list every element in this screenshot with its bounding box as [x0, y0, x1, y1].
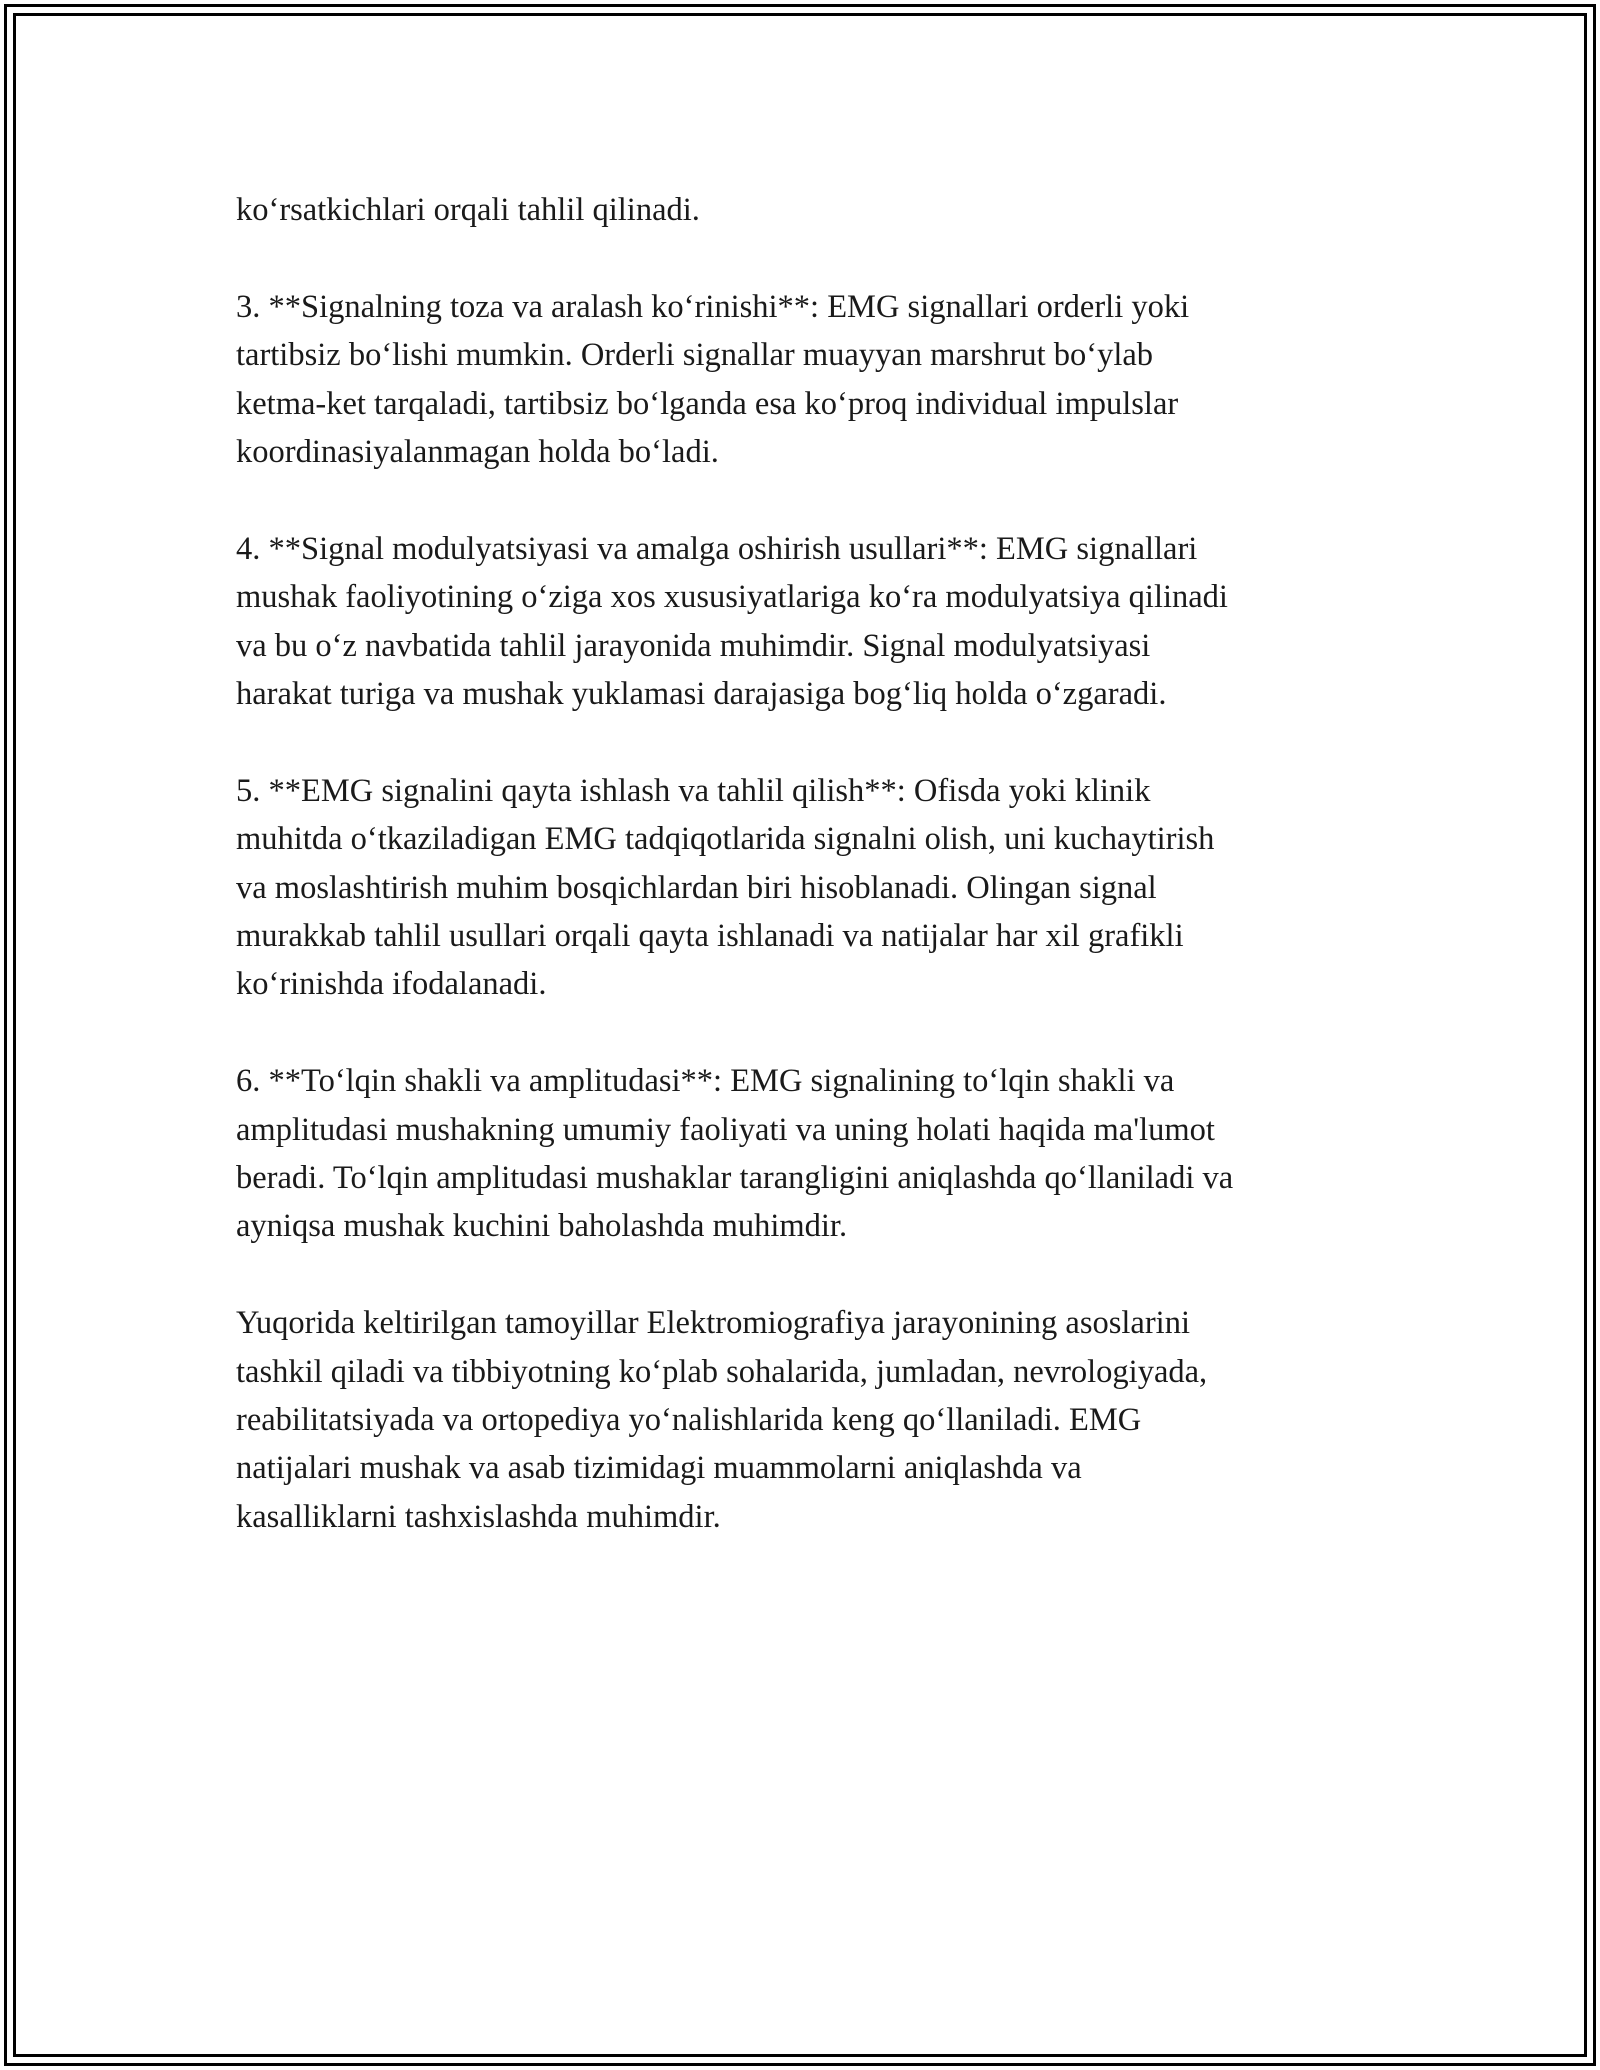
text-line: 5. **EMG signalini qayta ishlash va tahlil qilish**: Ofisda yoki klinik — [236, 772, 1151, 809]
text-line: ko‘rsatkichlari orqali tahlil qilinadi. — [236, 192, 700, 228]
document-body — [236, 186, 1386, 1590]
text-line: kasalliklarni tashxislashda muhimdir. — [236, 1498, 721, 1535]
text-line: harakat turiga va mushak yuklamasi darajasiga bog‘liq holda o‘zgaradi. — [236, 676, 1167, 713]
text-line: natijalari mushak va asab tizimidagi muammolarni aniqlashda va — [236, 1450, 1082, 1487]
text-line: ayniqsa mushak kuchini baholashda muhimdir. — [236, 1208, 848, 1245]
paragraph-point-3 — [236, 283, 1386, 477]
paragraph-conclusion — [236, 1299, 1386, 1541]
text-line: murakkab tahlil usullari orqali qayta ishlanadi va natijalar har xil grafikli — [236, 918, 1184, 955]
text-line: mushak faoliyotining o‘ziga xos xususiyatlariga ko‘ra modulyatsiya qilinadi — [236, 579, 1228, 616]
text-line: muhitda o‘tkaziladigan EMG tadqiqotlarida signalni olish, uni kuchaytirish — [236, 821, 1215, 858]
text-line: ko‘rinishda ifodalanadi. — [236, 966, 547, 1003]
text-line: va bu o‘z navbatida tahlil jarayonida muhimdir. Signal modulyatsiyasi — [236, 627, 1151, 664]
paragraph-point-5 — [236, 767, 1386, 1009]
paragraph-point-6 — [236, 1057, 1386, 1251]
text-line: ketma-ket tarqaladi, tartibsiz bo‘lganda esa ko‘proq individual impulslar — [236, 385, 1179, 422]
text-line: tartibsiz bo‘lishi mumkin. Orderli signallar muayyan marshrut bo‘ylab — [236, 337, 1154, 374]
text-line: 4. **Signal modulyatsiyasi va amalga oshirish usullari**: EMG signallari — [236, 530, 1198, 567]
text-line: amplitudasi mushakning umumiy faoliyati va uning holati haqida ma'lumot — [236, 1111, 1215, 1148]
text-line: reabilitatsiyada va ortopediya yo‘nalishlarida keng qo‘llaniladi. EMG — [236, 1402, 1142, 1439]
text-line: tashkil qiladi va tibbiyotning ko‘plab sohalarida, jumladan, nevrologiyada, — [236, 1353, 1208, 1390]
text-line: 3. **Signalning toza va aralash ko‘rinishi**: EMG signallari orderli yoki — [236, 288, 1190, 325]
paragraph-continuation — [236, 186, 1386, 234]
text-line: beradi. To‘lqin amplitudasi mushaklar tarangligini aniqlashda qo‘llaniladi va — [236, 1160, 1234, 1197]
text-line: va moslashtirish muhim bosqichlardan biri hisoblanadi. Olingan signal — [236, 869, 1157, 906]
text-line: koordinasiyalanmagan holda bo‘ladi. — [236, 434, 719, 471]
text-line: 6. **To‘lqin shakli va amplitudasi**: EMG signalining to‘lqin shakli va — [236, 1063, 1175, 1100]
paragraph-point-4 — [236, 525, 1386, 719]
text-line: Yuqorida keltirilgan tamoyillar Elektromiografiya jarayonining asoslarini — [236, 1305, 1190, 1342]
